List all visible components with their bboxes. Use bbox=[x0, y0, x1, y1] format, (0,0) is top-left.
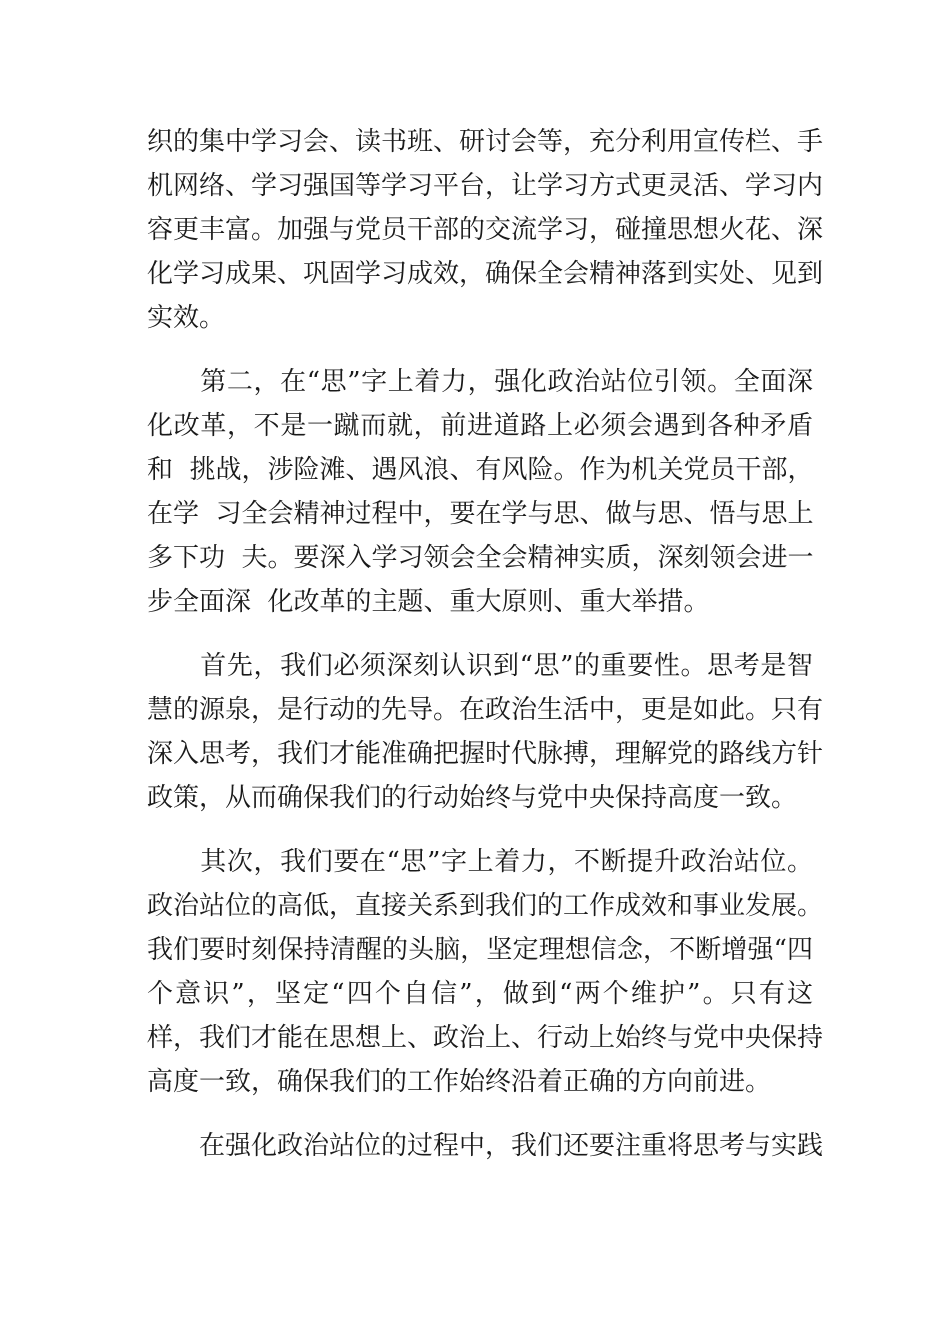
text-line: 和 挑战，涉险滩、遇风浪、有风险。作为机关党员干部， bbox=[147, 455, 814, 485]
text-line: 容更丰富。加强与党员干部的交流学习，碰撞思想火花、深 bbox=[147, 215, 824, 245]
text-line: 实效。 bbox=[147, 303, 226, 333]
text-line: 织的集中学习会、读书班、研讨会等，充分利用宣传栏、手 bbox=[147, 127, 824, 157]
paragraph-3 bbox=[147, 644, 824, 820]
text-line: 在学 习全会精神过程中，要在学与思、做与思、悟与思上 bbox=[147, 499, 814, 529]
text-line: 第二，在“思”字上着力，强化政治站位引领。全面深 bbox=[147, 367, 813, 397]
text-line: 政策，从而确保我们的行动始终与党中央保持高度一致。 bbox=[147, 783, 798, 813]
text-line: 其次，我们要在“思”字上着力，不断提升政治站位。 bbox=[147, 847, 813, 877]
text-line: 样，我们才能在思想上、政治上、行动上始终与党中央保持 bbox=[147, 1023, 824, 1053]
text-line: 机网络、学习强国等学习平台，让学习方式更灵活、学习内 bbox=[147, 171, 824, 201]
paragraph-5 bbox=[147, 1124, 824, 1168]
text-line: 化学习成果、巩固学习成效，确保全会精神落到实处、见到 bbox=[147, 259, 824, 289]
text-line: 在强化政治站位的过程中，我们还要注重将思考与实践 bbox=[147, 1131, 824, 1161]
paragraph-2 bbox=[147, 360, 813, 624]
text-line: 个意识”，坚定“四个自信”，做到“两个维护”。只有这 bbox=[147, 979, 813, 1009]
paragraph-1 bbox=[147, 120, 824, 340]
text-line: 政治站位的高低，直接关系到我们的工作成效和事业发展。 bbox=[147, 891, 824, 921]
document-body bbox=[147, 120, 824, 1168]
text-line: 高度一致，确保我们的工作始终沿着正确的方向前进。 bbox=[147, 1067, 772, 1097]
text-line: 步全面深 化改革的主题、重大原则、重大举措。 bbox=[147, 587, 710, 617]
text-line: 化改革，不是一蹴而就，前进道路上必须会遇到各种矛盾 bbox=[147, 411, 813, 441]
paragraph-4 bbox=[147, 840, 824, 1104]
text-line: 首先，我们必须深刻认识到“思”的重要性。思考是智 bbox=[147, 651, 813, 681]
text-line: 慧的源泉，是行动的先导。在政治生活中，更是如此。只有 bbox=[147, 695, 824, 725]
text-line: 我们要时刻保持清醒的头脑，坚定理想信念，不断增强“四 bbox=[147, 935, 813, 965]
text-line: 多下功 夫。要深入学习领会全会精神实质，深刻领会进一 bbox=[147, 543, 814, 573]
text-line: 深入思考，我们才能准确把握时代脉搏，理解党的路线方针 bbox=[147, 739, 824, 769]
